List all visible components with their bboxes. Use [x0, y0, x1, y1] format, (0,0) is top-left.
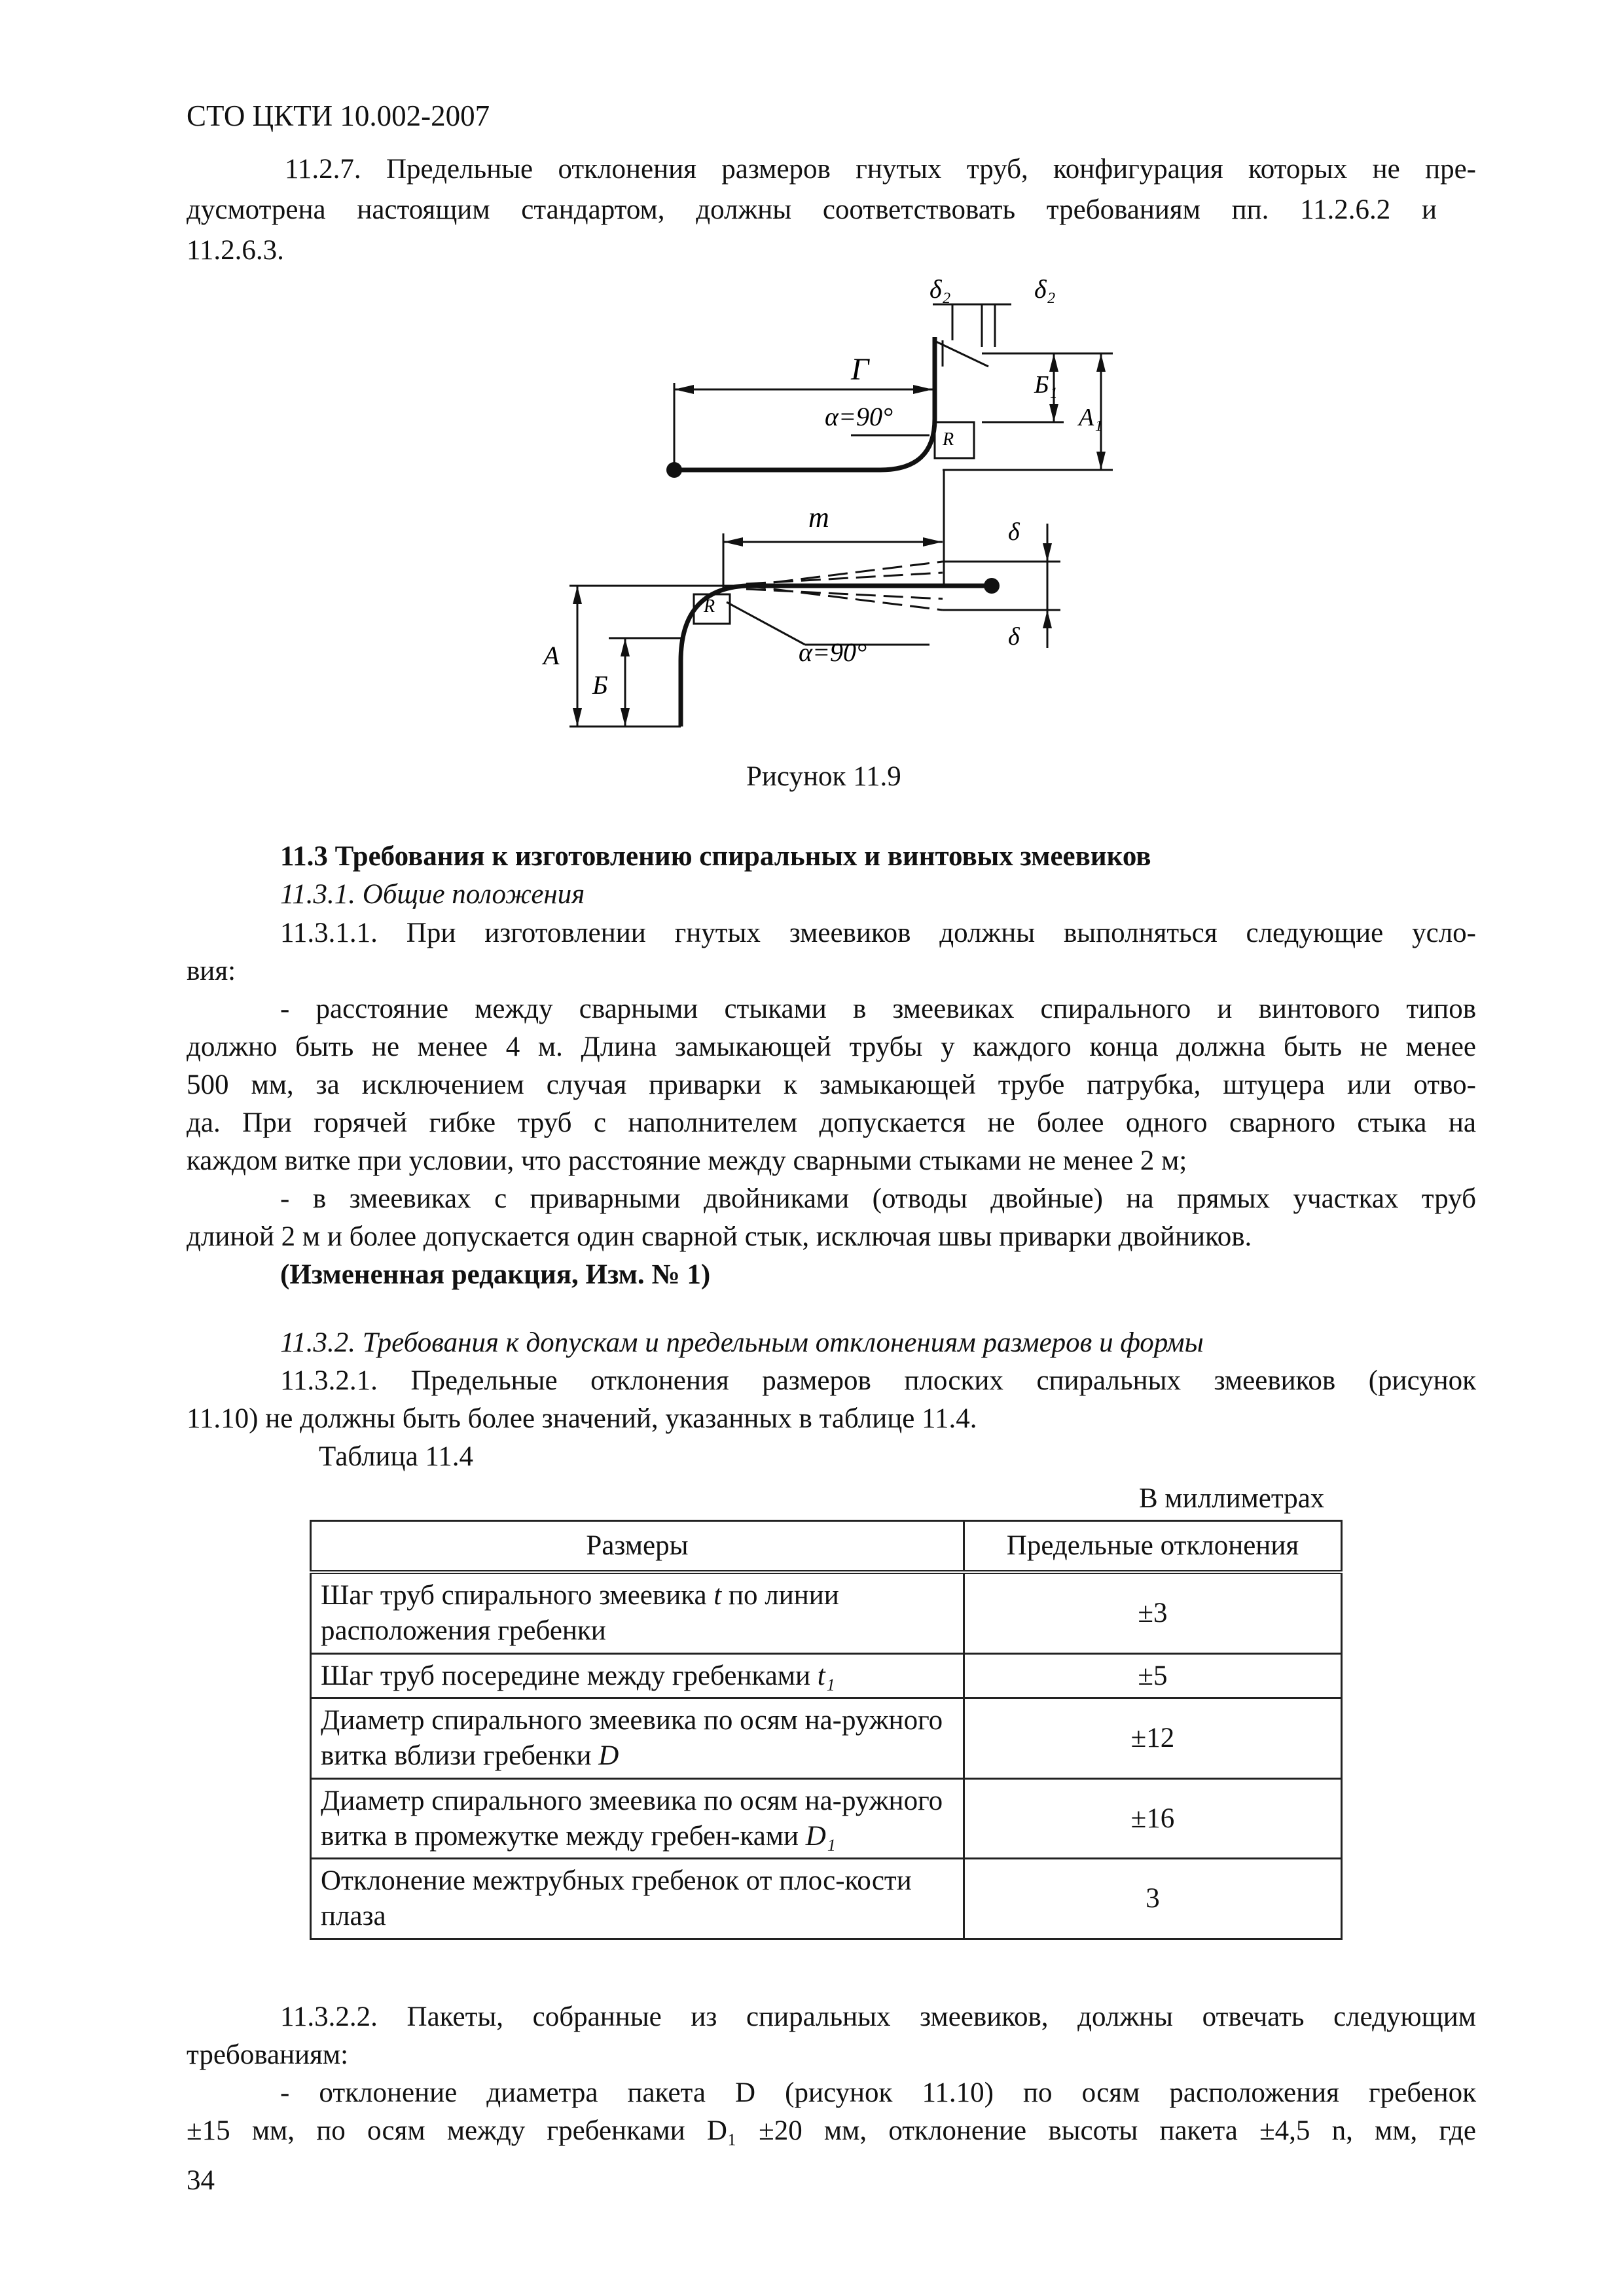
figure-11-9	[0, 0, 1624, 753]
bullet-line: каждом витке при условии, что расстояние между сварными стыками не менее 2 м;	[187, 1145, 1187, 1176]
paragraph-line: требованиям:	[187, 2039, 349, 2070]
paragraph-line: - отклонение диаметра пакета D (рисунок 11.10) по осям расположения гребенок	[280, 2077, 1476, 2108]
table-units: В миллиметрах	[1139, 1483, 1325, 1514]
label-delta2-left: δ₂	[929, 274, 951, 304]
figure-caption: Рисунок 11.9	[746, 761, 901, 792]
table-row	[311, 1653, 1342, 1698]
table-cell-tolerance: ±3	[964, 1572, 1341, 1653]
table-row	[311, 1859, 1342, 1939]
label-delta-bottom: δ	[1008, 623, 1020, 651]
label-alpha-bottom: α=90°	[799, 637, 867, 667]
label-delta-top: δ	[1008, 518, 1020, 546]
revision-note: (Измененная редакция, Изм. № 1)	[280, 1259, 711, 1290]
pipe-end-dot	[984, 578, 1000, 594]
table-cell-dimension: Диаметр спирального змеевика по осям на-ружного витка в промежутке между гребен-ками D₁	[311, 1778, 964, 1859]
label-gamma: Г	[851, 352, 869, 387]
label-alpha-top: α=90°	[825, 402, 893, 431]
paragraph-line: 11.2.6.3.	[187, 235, 284, 266]
pipe-end-dot	[666, 462, 682, 478]
table-row	[311, 1572, 1342, 1653]
tolerance-table	[310, 1520, 1343, 1940]
column-header: Размеры	[311, 1521, 964, 1573]
bullet-line: длиной 2 м и более допускается один сварной стык, исключая швы приварки двойников.	[187, 1221, 1252, 1252]
table-cell-dimension: Диаметр спирального змеевика по осям на-ружного витка вблизи гребенки D	[311, 1698, 964, 1779]
document-header: СТО ЦКТИ 10.002-2007	[187, 99, 490, 132]
section-title: 11.3 Требования к изготовлению спиральных и винтовых змеевиков	[280, 841, 1151, 872]
table-row	[311, 1778, 1342, 1859]
paragraph-line: 11.2.7. Предельные отклонения размеров гнутых труб, конфигурация которых не пре-	[285, 154, 1476, 185]
paragraph-line: 11.3.2.2. Пакеты, собранные из спиральных змеевиков, должны отвечать следующим	[280, 2001, 1476, 2032]
paragraph-line: вия:	[187, 956, 236, 986]
table-cell-dimension: Отклонение межтрубных гребенок от плос-кости плаза	[311, 1859, 964, 1939]
table-cell-dimension: Шаг труб посередине между гребенками t₁	[311, 1653, 964, 1698]
bullet-line: должно быть не менее 4 м. Длина замыкающей трубы у каждого конца должна быть не менее	[187, 1031, 1476, 1062]
label-b1: Б₁	[1034, 371, 1058, 399]
label-delta2-right: δ₂	[1034, 274, 1056, 304]
label-r-top: R	[943, 429, 954, 450]
subsection-title: 11.3.1. Общие положения	[280, 879, 585, 910]
bullet-line: - расстояние между сварными стыками в змеевиках спирального и винтового типов	[280, 994, 1476, 1024]
table-cell-tolerance: ±12	[964, 1698, 1341, 1779]
page-number: 34	[187, 2165, 215, 2196]
label-m: m	[808, 501, 829, 533]
paragraph-line: дусмотрена настоящим стандартом, должны соответствовать требованиям пп. 11.2.6.2 и	[187, 194, 1437, 225]
table-header-row	[311, 1521, 1342, 1573]
paragraph-line: 11.10) не должны быть более значений, указанных в таблице 11.4.	[187, 1403, 977, 1434]
subsection-title: 11.3.2. Требования к допускам и предельным отклонениям размеров и формы	[280, 1327, 1204, 1358]
label-r-bottom: R	[704, 596, 715, 617]
paragraph-line: 11.3.1.1. При изготовлении гнутых змеевиков должны выполняться следующие усло-	[280, 918, 1476, 948]
paragraph-line: 11.3.2.1. Предельные отклонения размеров плоских спиральных змеевиков (рисунок	[280, 1365, 1476, 1396]
table-row	[311, 1698, 1342, 1779]
radius-box-top	[935, 422, 974, 458]
paragraph-line: ±15 мм, по осям между гребенками D₁ ±20 мм, отклонение высоты пакета ±4,5 n, мм, где	[187, 2115, 1476, 2146]
bullet-line: да. При горячей гибке труб с наполнителем допускается не более одного сварного стыка на	[187, 1107, 1476, 1138]
label-a: А	[543, 641, 560, 670]
table-cell-tolerance: ±5	[964, 1653, 1341, 1698]
table-cell-tolerance: 3	[964, 1859, 1341, 1939]
label-b: Б	[592, 670, 608, 700]
bullet-line: 500 мм, за исключением случая приварки к замыкающей трубе патрубка, штуцера или отво-	[187, 1069, 1476, 1100]
table-cell-dimension: Шаг труб спирального змеевика t по линии расположения гребенки	[311, 1572, 964, 1653]
table-title: Таблица 11.4	[319, 1441, 474, 1472]
column-header: Предельные отклонения	[964, 1521, 1341, 1573]
label-a1: А₁	[1079, 404, 1103, 431]
bullet-line: - в змеевиках с приварными двойниками (отводы двойные) на прямых участках труб	[280, 1183, 1476, 1214]
table-cell-tolerance: ±16	[964, 1778, 1341, 1859]
